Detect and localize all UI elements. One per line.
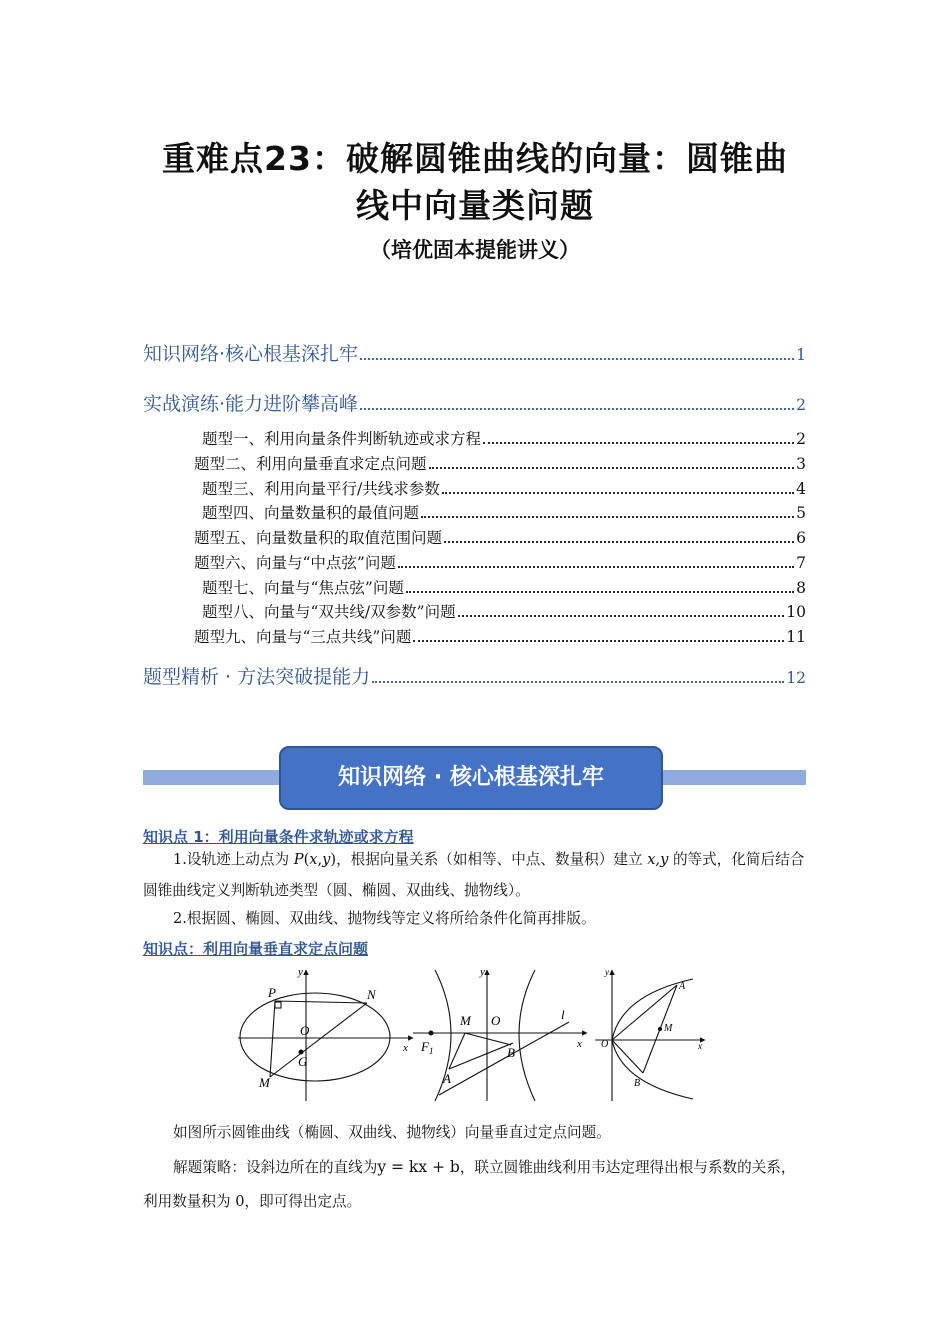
- toc-main-label: 知识网络·核心根基深扎牢: [143, 343, 359, 365]
- knowledge-point-2-paragraph-2: [143, 1150, 806, 1219]
- ellipse-curve: [240, 993, 390, 1081]
- math-var: y: [322, 851, 331, 868]
- label-m3: M: [664, 1023, 673, 1034]
- toc-leader: [413, 639, 784, 642]
- label-a2: A: [443, 1071, 451, 1086]
- text-run: ，联立圆锥曲线利用韦达定理得出根与系数的关系，利用数量积为 0，即可得出定点。: [143, 1159, 796, 1210]
- toc-leader: [442, 491, 794, 494]
- toc-leader: [360, 407, 794, 410]
- toc-sub-label: 题型七、向量与“焦点弦”问题: [202, 579, 404, 597]
- toc-page-number: 8: [796, 579, 806, 597]
- toc-sub-entry-6[interactable]: [194, 551, 806, 573]
- label-x2: x: [577, 1038, 582, 1050]
- toc-sub-label: 题型五、向量数量积的取值范围问题: [194, 529, 443, 547]
- conic-diagrams-figure: [235, 965, 715, 1105]
- toc-sub-label: 题型九、向量与“三点共线”问题: [194, 628, 412, 646]
- toc-sub-entry-4[interactable]: [202, 501, 806, 523]
- toc-sub-entry-3[interactable]: [202, 477, 806, 499]
- chord-pn: [275, 1001, 367, 1003]
- toc-page-number: 2: [796, 430, 806, 448]
- text-run: 1.设轨迹上动点为: [173, 851, 294, 868]
- label-b2: B: [507, 1045, 515, 1060]
- parabola-diagram: [595, 970, 705, 1101]
- label-b3: B: [634, 1078, 641, 1089]
- toc-page-number: 1: [796, 346, 806, 364]
- toc-sub-entry-7[interactable]: [202, 576, 806, 598]
- page-title-line1: 重难点23：破解圆锥曲线的向量：圆锥曲: [162, 139, 788, 178]
- toc-main-label: 题型精析 · 方法突破提能力: [143, 666, 371, 688]
- toc-sub-label: 题型一、利用向量条件判断轨迹或求方程: [202, 430, 482, 448]
- toc-page-number: 4: [796, 480, 806, 498]
- toc-sub-label: 题型三、利用向量平行/共线求参数: [202, 480, 440, 498]
- toc-leader: [360, 357, 794, 360]
- toc-main-entry-3[interactable]: [143, 662, 806, 689]
- label-x3: x: [698, 1041, 702, 1051]
- chord-mn: [270, 1003, 367, 1077]
- hyperbola-diagram: [413, 970, 587, 1101]
- toc-leader: [458, 614, 785, 617]
- label-m2: M: [460, 1013, 471, 1028]
- math-var: P: [293, 851, 304, 868]
- label-p: P: [268, 985, 276, 1000]
- knowledge-point-2-heading: 知识点：利用向量垂直求定点问题: [143, 940, 369, 958]
- page-subtitle: （培优固本提能讲义）: [370, 238, 580, 262]
- toc-leader: [429, 466, 795, 469]
- toc-leader: [421, 515, 794, 518]
- label-a3: A: [679, 981, 686, 992]
- toc-leader: [398, 565, 794, 568]
- label-f: F: [421, 1039, 429, 1054]
- math-var: x,y: [647, 851, 669, 868]
- point-m3: [658, 1027, 661, 1030]
- section-banner: 知识网络 · 核心根基深扎牢: [279, 746, 663, 810]
- toc-main-label: 实战演练·能力进阶攀高峰: [143, 393, 359, 415]
- label-g: G: [298, 1054, 308, 1069]
- toc-sub-label: 题型八、向量与“双共线/双参数”问题: [202, 603, 456, 621]
- toc-page-number: 11: [786, 628, 806, 646]
- toc-sub-entry-2[interactable]: [194, 452, 806, 474]
- equation: y = kx + b: [377, 1158, 460, 1176]
- label-y2: y: [480, 966, 485, 978]
- label-y3: y: [605, 967, 609, 977]
- label-n: N: [367, 987, 376, 1002]
- label-o2: O: [491, 1013, 501, 1028]
- toc-page-number: 10: [786, 603, 806, 621]
- label-o: O: [300, 1023, 310, 1038]
- label-l: l: [561, 1007, 565, 1022]
- knowledge-point-1-heading: 知识点 1：利用向量条件求轨迹或求方程: [143, 828, 414, 846]
- knowledge-point-1-paragraph-1: [143, 844, 806, 906]
- toc-sub-label: 题型六、向量与“中点弦”问题: [194, 554, 396, 572]
- text-run: ,: [317, 851, 323, 868]
- toc-main-entry-1[interactable]: [143, 339, 806, 366]
- text-run: 的等式，化简后结合圆锥曲线定义判断轨迹类型（圆、椭圆、双曲线、抛物线）。: [143, 851, 805, 899]
- toc-page-number: 5: [796, 504, 806, 522]
- parabola-curve: [612, 979, 693, 1099]
- toc-sub-entry-1[interactable]: [202, 427, 806, 449]
- label-x: x: [403, 1042, 408, 1054]
- knowledge-point-1-paragraph-2: 2.根据圆、椭圆、双曲线、抛物线等定义将所给条件化简再排版。: [173, 910, 596, 927]
- chord-pm: [270, 1001, 275, 1077]
- label-f-sub: 1: [428, 1046, 434, 1056]
- right-angle-mark: [275, 1002, 281, 1008]
- toc-page-number: 2: [796, 396, 806, 414]
- toc-page-number: 12: [786, 669, 806, 687]
- toc-sub-label: 题型四、向量数量积的最值问题: [202, 504, 420, 522]
- label-y: y: [298, 966, 303, 978]
- toc-leader: [483, 441, 794, 444]
- toc-sub-label: 题型二、利用向量垂直求定点问题: [194, 455, 427, 473]
- hyperbola-right-branch: [519, 970, 535, 1101]
- toc-page-number: 6: [796, 529, 806, 547]
- knowledge-point-2-paragraph-1: 如图所示圆锥曲线（椭圆、双曲线、抛物线）向量垂直过定点问题。: [173, 1124, 611, 1141]
- line-mb: [465, 1033, 511, 1045]
- text-run: (: [303, 851, 310, 868]
- toc-page-number: 3: [796, 455, 806, 473]
- text-run: )，根据向量关系（如相等、中点、数量积）建立: [330, 851, 648, 868]
- label-f1: [420, 1039, 433, 1056]
- toc-page-number: 7: [796, 554, 806, 572]
- toc-sub-entry-9[interactable]: [194, 625, 806, 647]
- toc-leader: [406, 590, 794, 593]
- label-o3: O: [601, 1039, 609, 1050]
- page-title-line2: 线中向量类问题: [356, 186, 594, 225]
- toc-leader: [444, 540, 794, 543]
- toc-main-entry-2[interactable]: [143, 389, 806, 416]
- toc-sub-entry-5[interactable]: [194, 526, 806, 548]
- toc-leader: [372, 680, 784, 683]
- math-var: x: [309, 851, 318, 868]
- toc-sub-entry-8[interactable]: [202, 600, 806, 622]
- label-m: M: [259, 1075, 270, 1090]
- text-run: 解题策略：设斜边所在的直线为: [173, 1159, 378, 1176]
- point-f1: [429, 1031, 433, 1035]
